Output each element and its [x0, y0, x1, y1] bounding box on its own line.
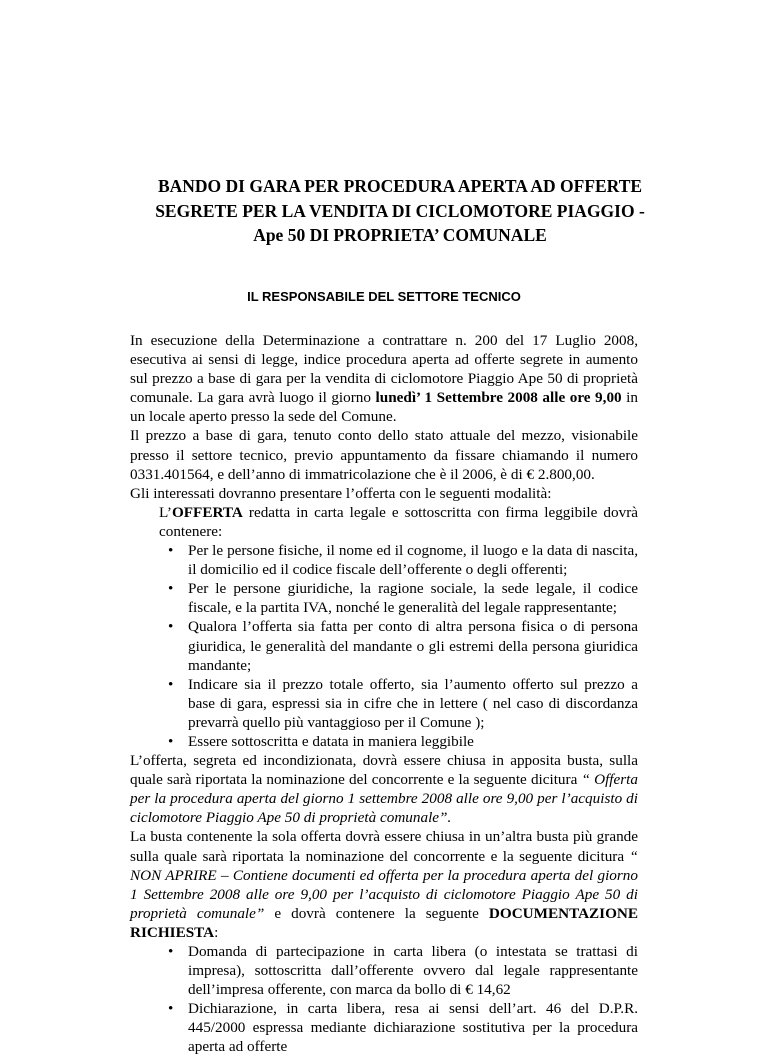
text: redatta in carta legale e sottoscritta con firma leggibile dovrà contenere:: [159, 503, 638, 540]
text: :: [214, 923, 219, 941]
date-emphasis: lunedì’ 1 Settembre 2008 alle ore 9,00: [375, 389, 622, 407]
text: L’: [159, 503, 172, 521]
list-item: • Dichiarazione, in carta libera, resa ai sensi dell’art. 46 del D.P.R. 445/2000 espressa mediante dichiarazione sostitutiva per la procedura aperta ad offerte: [130, 999, 638, 1056]
document-subtitle: IL RESPONSABILE DEL SETTORE TECNICO: [247, 289, 521, 304]
outer-envelope-label: “ NON APRIRE – Contiene documenti ed offerta per la procedura aperta del giorno 1 Settembre 2008 alle ore 9,00 per l’acquisto di ciclomotore Piaggio Ape 50 di proprietà comunale”: [130, 847, 638, 922]
paragraph-intro: [130, 331, 638, 426]
paragraph-modalities: Gli interessati dovranno presentare l’offerta con le seguenti modalità:: [130, 484, 552, 502]
offer-requirements-list: [130, 541, 638, 751]
document-title: [150, 174, 650, 248]
list-item: • Indicare sia il prezzo totale offerto, sia l’aumento offerto sul prezzo a base di gara, espressi sia in cifre che in lettere ( nel caso di discordanza prevarrà quello più vantaggioso per il Comune );: [130, 675, 638, 732]
paragraph-price: Il prezzo a base di gara, tenuto conto dello stato attuale del mezzo, visionabile presso il settore tecnico, previo appuntamento da fissare chiamando il numero 0331.401564, e dell’anno di immatricolazione che è il 2006, è di € 2.800,00.: [130, 427, 638, 483]
list-item: • Domanda di partecipazione in carta libera (o intestata se trattasi di impresa), sottoscritta dall’offerente ovvero dal legale rappresentante dell’impresa offerente, con marca da bollo di € 14,62: [130, 942, 638, 999]
paragraph-envelope: [130, 751, 638, 827]
title-line: SEGRETE PER LA VENDITA DI CICLOMOTORE PIAGGIO -: [155, 200, 645, 221]
offer-emphasis: OFFERTA: [171, 503, 243, 521]
text: In esecuzione della Determinazione a contrattare n. 200 del 17 Luglio 2008, esecutiva ai sensi di legge, indice procedura aperta ad offerte segrete in aumento sul prezzo a base di gara per la vendita di ciclomotore Piaggio Ape 50 di proprietà comunale. La gara avrà luogo il giorno: [130, 332, 638, 407]
text: in un locale aperto presso la sede del Comune.: [130, 389, 638, 426]
text: La busta contenente la sola offerta dovrà essere chiusa in un’altra busta più grande sulla quale sarà riportata la nominazione del concorrente e la seguente dicitura: [130, 828, 638, 865]
documentation-emphasis: DOCUMENTAZIONE RICHIESTA: [130, 904, 638, 941]
list-item: • Per le persone fisiche, il nome ed il cognome, il luogo e la data di nascita, il domicilio ed il codice fiscale dell’offerente o degli offerenti;: [130, 541, 638, 579]
document-body: [130, 331, 638, 1057]
title-line: Ape 50 DI PROPRIETA’ COMUNALE: [253, 225, 547, 245]
text: L’offerta, segreta ed incondizionata, dovrà essere chiusa in apposita busta, sulla quale sarà riportata la nominazione del concorrente e la seguente dicitura: [130, 752, 638, 789]
list-item: • Essere sottoscritta e datata in maniera leggibile: [130, 732, 638, 751]
envelope-label: “ Offerta per la procedura aperta del giorno 1 settembre 2008 alle ore 9,00 per l’acquisto di ciclomotore Piaggio Ape 50 di proprietà comunale”.: [130, 771, 638, 827]
list-item: • Per le persone giuridiche, la ragione sociale, la sede legale, il codice fiscale, e la partita IVA, nonché le generalità del legale rappresentante;: [130, 579, 638, 617]
documentation-list: [130, 942, 638, 1057]
paragraph-outer-envelope: [130, 827, 638, 942]
paragraph-offer: [130, 503, 638, 541]
title-line: BANDO DI GARA PER PROCEDURA APERTA AD OFFERTE: [157, 176, 643, 196]
list-item: • Qualora l’offerta sia fatta per conto di altra persona fisica o di persona giuridica, le generalità del mandante o gli estremi della persona giuridica mandante;: [130, 617, 638, 674]
text: e dovrà contenere la seguente: [264, 904, 489, 922]
